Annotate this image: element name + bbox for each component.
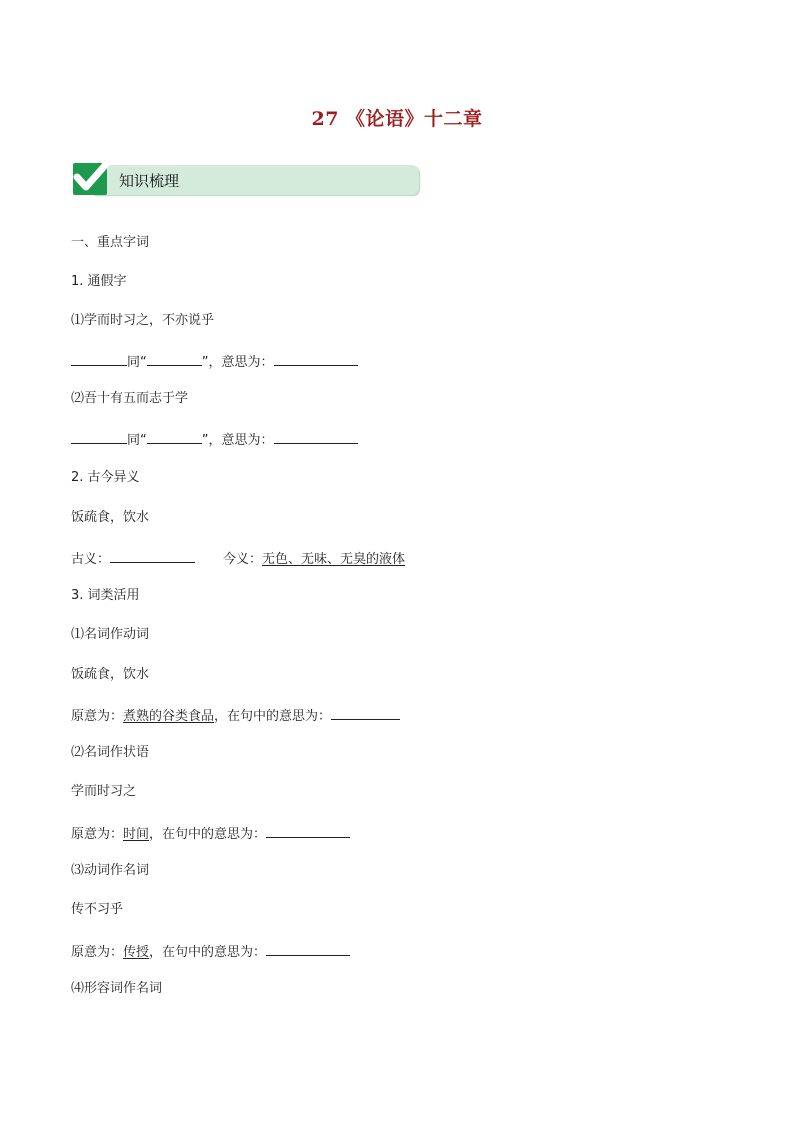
answer-blank[interactable] [266, 942, 350, 956]
meaning-label: ”，意思为： [201, 355, 274, 370]
answer-blank[interactable] [71, 430, 127, 444]
page-title: 27 《论语》十二章 [311, 108, 483, 130]
modern-meaning: 无色、无味、无臭的液体 [262, 552, 406, 567]
in-sentence-label: ，在句中的意思为： [149, 827, 267, 842]
answer-blank[interactable] [331, 706, 400, 720]
modern-label: 今义： [223, 552, 263, 567]
meaning-line-2 [71, 824, 350, 843]
subsection-2: ⑵名词作状语 [71, 745, 150, 760]
subheading-cilei: 3. 词类活用 [71, 588, 140, 603]
subheading-tongjiazi: 1. 通假字 [71, 274, 127, 289]
answer-blank[interactable] [147, 430, 202, 444]
subheading-gujin: 2. 古今异义 [71, 470, 140, 485]
example-text: 饭疏食，饮水 [71, 510, 150, 525]
answer-blank[interactable] [110, 549, 195, 563]
example-2: ⑵吾十有五而志于学 [71, 391, 189, 406]
in-sentence-label: ，在句中的意思为： [214, 709, 332, 724]
section-heading: 一、重点字词 [71, 235, 150, 250]
meaning-line-3 [71, 942, 350, 961]
answer-blank[interactable] [274, 352, 358, 366]
subsection-4: ⑷形容词作名词 [71, 981, 163, 996]
subsection-3: ⑶动词作名词 [71, 863, 150, 878]
orig-label: 原意为： [71, 709, 124, 724]
fill-line-1 [71, 352, 358, 371]
answer-blank[interactable] [147, 352, 202, 366]
answer-blank[interactable] [266, 824, 350, 838]
answer-blank[interactable] [71, 352, 127, 366]
example-text: 学而时习之 [71, 784, 137, 799]
checkmark-icon [73, 163, 107, 195]
fill-line-2 [71, 430, 358, 449]
example-1: ⑴学而时习之，不亦说乎 [71, 313, 215, 328]
orig-meaning: 时间 [123, 827, 150, 842]
example-text: 饭疏食，饮水 [71, 667, 150, 682]
answer-blank[interactable] [274, 430, 358, 444]
meaning-line-1 [71, 706, 400, 725]
section-banner [73, 163, 419, 195]
same-as-label: 同“ [127, 355, 147, 370]
orig-label: 原意为： [71, 945, 124, 960]
ancient-modern-line [71, 549, 405, 568]
same-as-label: 同“ [127, 433, 147, 448]
meaning-label: ”，意思为： [201, 433, 274, 448]
orig-meaning: 传授 [123, 945, 150, 960]
banner-label: 知识梳理 [119, 172, 180, 190]
in-sentence-label: ，在句中的意思为： [149, 945, 267, 960]
subsection-1: ⑴名词作动词 [71, 627, 150, 642]
orig-label: 原意为： [71, 827, 124, 842]
example-text: 传不习乎 [71, 902, 124, 917]
ancient-label: 古义： [71, 552, 111, 567]
orig-meaning: 煮熟的谷类食品 [123, 709, 215, 724]
